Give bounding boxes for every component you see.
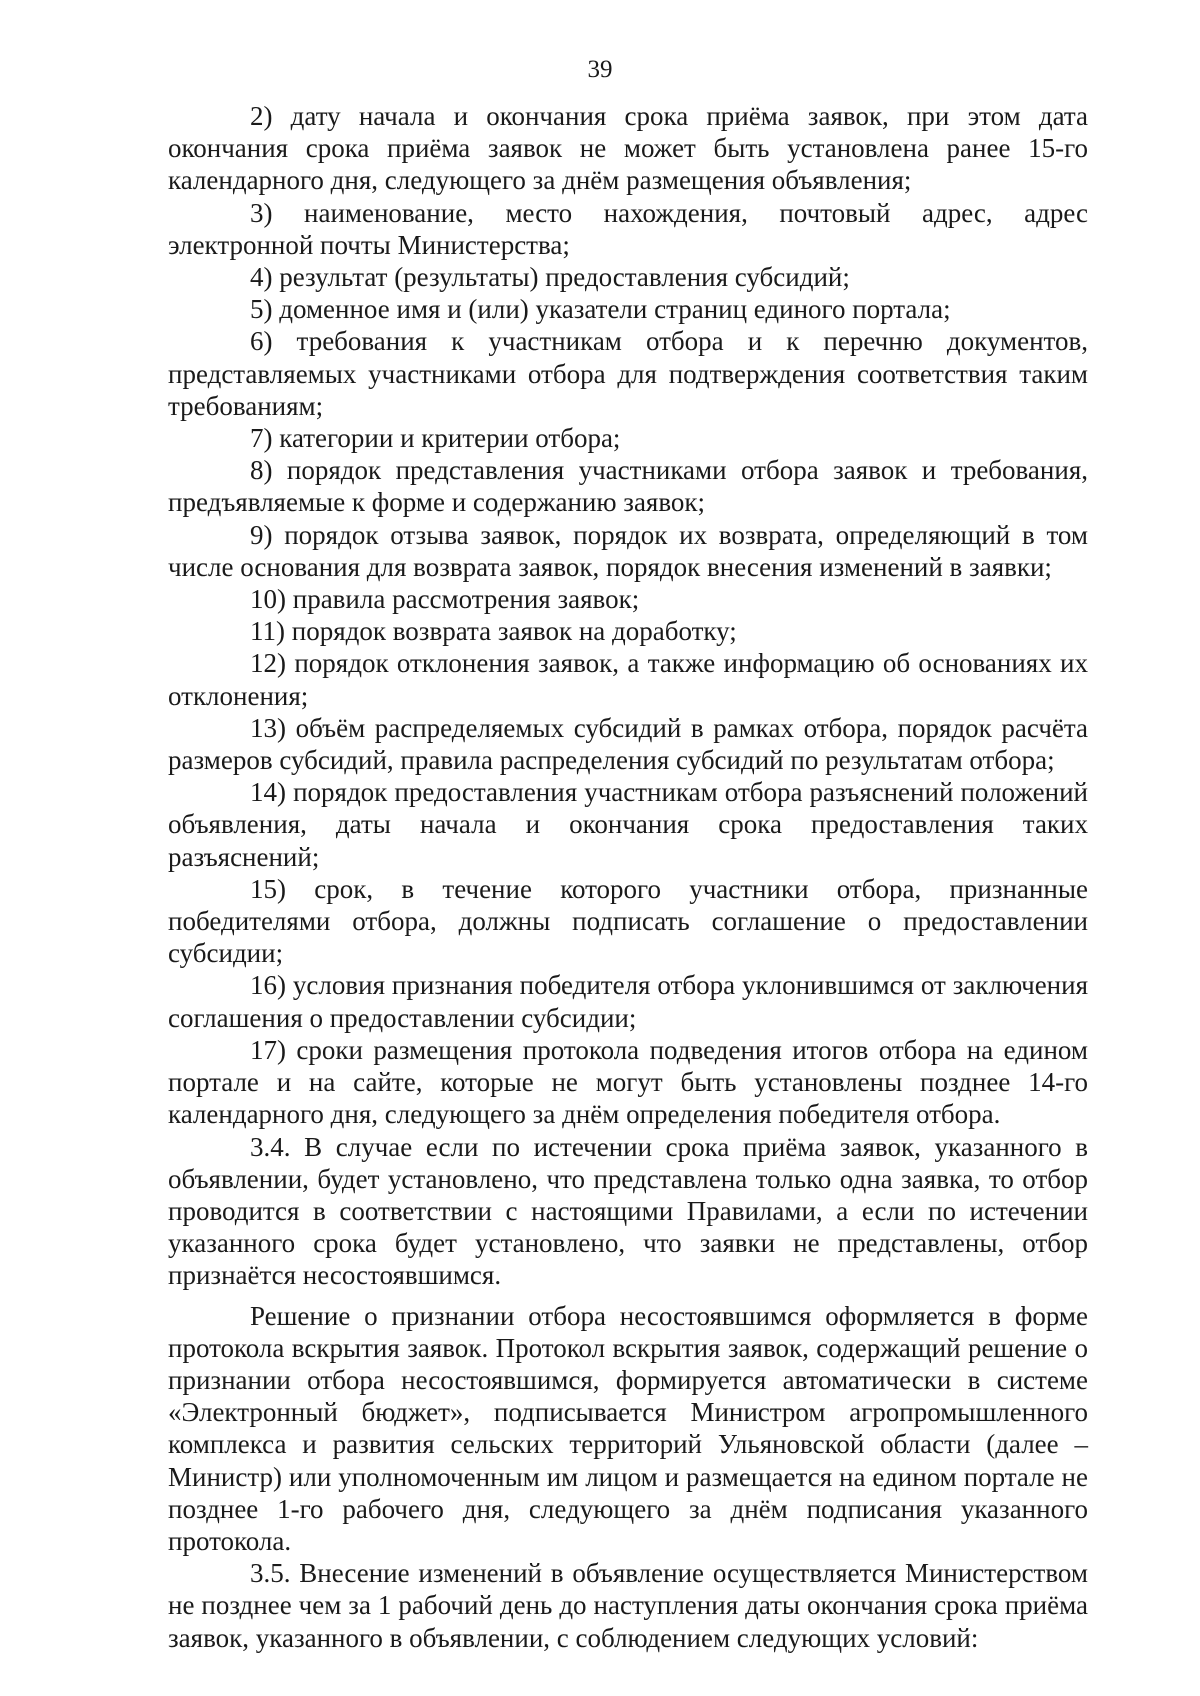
list-item: 13) объём распределяемых субсидий в рамках отбора, порядок расчёта размеров субсидий, правила распределения субсидий по результатам отбора; [168, 712, 1088, 776]
section-3-5: 3.5. Внесение изменений в объявление осуществляется Министерством не позднее чем за 1 рабочий день до наступления даты окончания срока приёма заявок, указанного в объявлении, с соблюдением следующих условий: [168, 1558, 1088, 1653]
list-item: 6) требования к участникам отбора и к перечню документов, представляемых участниками отбора для подтверждения соответствия таким требованиям; [168, 326, 1088, 421]
list-item: 16) условия признания победителя отбора уклонившимся от заключения соглашения о предоставлении субсидии; [168, 970, 1088, 1033]
list-item: 4) результат (результаты) предоставления субсидий; [250, 262, 850, 293]
list-item: 10) правила рассмотрения заявок; [250, 584, 640, 615]
section-3-4: 3.4. В случае если по истечении срока приёма заявок, указанного в объявлении, будет установлено, что представлена только одна заявка, то отбор проводится в соответствии с настоящими Правилами, а если по истечении указанного срока будет установлено, что заявки не представлены, отбор признаётся несостоявшимся. [168, 1131, 1088, 1291]
decision-paragraph: Решение о признании отбора несостоявшимся оформляется в форме протокола вскрытия заявок. Протокол вскрытия заявок, содержащий решение о признании отбора несостоявшимся, формируется автоматически в системе «Электронный бюджет», подписывается Министром агропромышленного комплекса и развития сельских территорий Ульяновской области (далее – Министр) или уполномоченным им лицом и размещается на едином портале не позднее 1-го рабочего дня, следующего за днём подписания указанного протокола. [168, 1300, 1088, 1556]
list-item: 11) порядок возврата заявок на доработку; [250, 616, 737, 647]
list-item: 8) порядок представления участниками отбора заявок и требования, предъявляемые к форме и содержанию заявок; [168, 455, 1088, 518]
list-item: 15) срок, в течение которого участники отбора, признанные победителями отбора, должны подписать соглашение о предоставлении субсидии; [168, 873, 1088, 969]
list-item: 2) дату начала и окончания срока приёма заявок, при этом дата окончания срока приёма заявок не может быть установлена ранее 15-го календарного дня, следующего за днём размещения объявления; [168, 101, 1088, 196]
list-item: 17) сроки размещения протокола подведения итогов отбора на едином портале и на сайте, которые не могут быть установлены позднее 14-го календарного дня, следующего за днём определения победителя отбора. [168, 1034, 1088, 1130]
list-item: 7) категории и критерии отбора; [250, 423, 621, 454]
document-body [168, 100, 1088, 1654]
list-item: 12) порядок отклонения заявок, а также информацию об основаниях их отклонения; [168, 648, 1088, 711]
list-item: 3) наименование, место нахождения, почтовый адрес, адрес электронной почты Министерства; [168, 197, 1088, 260]
list-item: 14) порядок предоставления участникам отбора разъяснений положений объявления, даты начала и окончания срока предоставления таких разъяснений; [168, 777, 1088, 872]
page-number: 39 [587, 56, 613, 83]
list-item: 5) доменное имя и (или) указатели страниц единого портала; [250, 294, 951, 325]
list-item: 9) порядок отзыва заявок, порядок их возврата, определяющий в том числе основания для возврата заявок, порядок внесения изменений в заявки; [168, 519, 1088, 582]
